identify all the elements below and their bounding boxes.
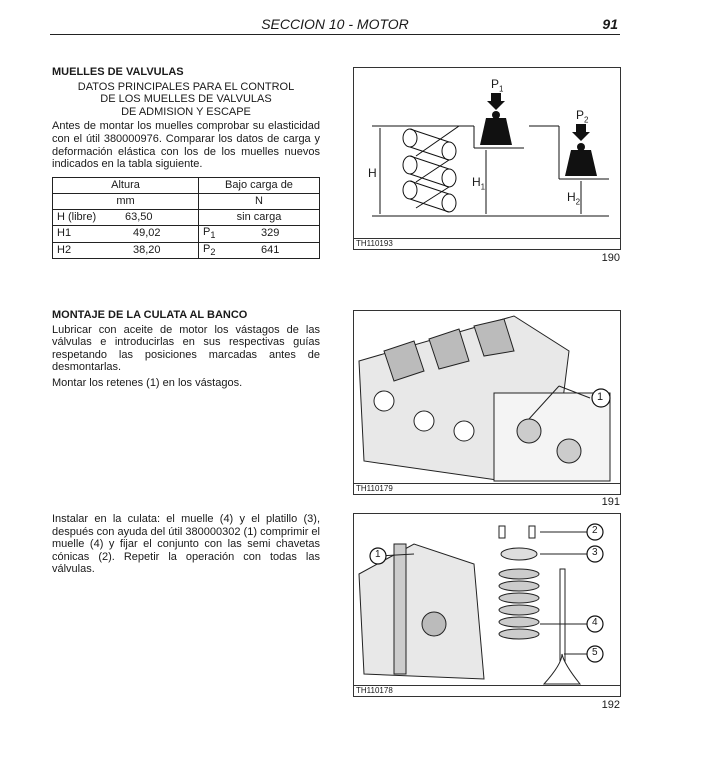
cell: H (libre) — [53, 209, 122, 225]
page-number: 91 — [602, 16, 618, 32]
divider — [354, 238, 620, 239]
label-H1 — [472, 175, 485, 191]
unit-cell: N — [199, 193, 320, 209]
subtitle-line: DE LOS MUELLES DE VALVULAS — [100, 93, 272, 106]
callout-1: 1 — [597, 391, 604, 403]
cell: 63,50 — [121, 209, 199, 225]
label-text: H — [472, 175, 481, 189]
figure-valve-assembly — [353, 513, 621, 697]
label-sub: 2 — [584, 115, 589, 125]
cell: 641 — [237, 242, 320, 259]
cell: sin carga — [199, 209, 320, 225]
label-sub: 1 — [480, 182, 486, 192]
cell: 49,02 — [121, 225, 199, 242]
figure-number: 190 — [601, 252, 620, 264]
callout-5: 5 — [592, 647, 598, 658]
paragraph: Instalar en la culata: el muelle (4) y el platillo (3), después con ayuda del útil 380000302 (1) comprimir el muelle (4) y fijar el conjunto con las semi chavetas cónicas (2). Repetir la operación con todas las válvulas. — [52, 513, 320, 576]
cylinder-head-illustration — [354, 311, 620, 494]
page-header — [50, 14, 620, 35]
subtitle-line: DATOS PRINCIPALES PARA EL CONTROL — [77, 80, 295, 93]
label-text: P — [576, 108, 585, 122]
figure-number: 192 — [601, 699, 620, 711]
cell — [199, 225, 238, 242]
label-sub: 1 — [499, 84, 504, 94]
divider — [354, 483, 620, 484]
cell — [199, 242, 238, 259]
cylinder-head-section — [52, 309, 320, 390]
p-sub: 1 — [210, 229, 216, 240]
label-text: P — [491, 77, 500, 91]
p-sub: 2 — [210, 246, 216, 257]
table-row — [53, 242, 320, 259]
valve-assembly-illustration — [354, 514, 620, 696]
p-label: P — [203, 242, 211, 255]
cell: H2 — [53, 242, 122, 259]
table-row — [53, 225, 320, 242]
cell: 329 — [237, 225, 320, 242]
spring-data-table — [52, 177, 320, 260]
figure-number: 191 — [601, 496, 620, 508]
callout-3: 3 — [592, 547, 598, 558]
label-sub: 2 — [575, 197, 581, 207]
header-cell: Altura — [53, 177, 199, 193]
paragraph: Montar los retenes (1) en los vástagos. — [52, 376, 243, 389]
install-section — [52, 513, 320, 576]
callout-1: 1 — [375, 549, 381, 560]
valve-springs-section — [52, 66, 320, 259]
section-heading: MUELLES DE VALVULAS — [52, 66, 184, 78]
spring-diagram-illustration — [354, 68, 620, 249]
table-row — [53, 209, 320, 225]
paragraph: Antes de montar los muelles comprobar su elasticidad con el útil 380000976. Comparar los datos de carga y deformación elástica con los de los muelles nuevos indicados en la tabla siguiente. — [52, 120, 320, 171]
header-cell: Bajo carga de — [199, 177, 320, 193]
label-H2 — [567, 190, 580, 206]
section-title: SECCION 10 - MOTOR — [261, 16, 409, 32]
figure-code: TH110178 — [356, 686, 393, 695]
figure-spring-diagram — [353, 67, 621, 250]
label-text: H — [567, 190, 576, 204]
cell: 38,20 — [121, 242, 199, 259]
figure-cylinder-head — [353, 310, 621, 495]
label-P2 — [576, 108, 588, 124]
label-H: H — [368, 166, 377, 180]
cell: H1 — [53, 225, 122, 242]
figure-code: TH110193 — [356, 239, 393, 248]
table-header-row — [53, 177, 320, 193]
paragraph: Lubricar con aceite de motor los vástagos de las válvulas e introducirlas en sus respectivas guías respetando las posiciones marcadas antes de desmontarlas. — [52, 323, 320, 374]
subtitle — [52, 81, 320, 119]
subtitle-line: DE ADMISION Y ESCAPE — [121, 105, 251, 118]
divider — [354, 685, 620, 686]
label-P1 — [491, 77, 503, 93]
callout-4: 4 — [592, 617, 598, 628]
section-heading: MONTAJE DE LA CULATA AL BANCO — [52, 309, 248, 321]
unit-cell: mm — [53, 193, 199, 209]
p-label: P — [203, 225, 211, 238]
callout-2: 2 — [592, 525, 598, 536]
table-units-row — [53, 193, 320, 209]
figure-code: TH110179 — [356, 484, 393, 493]
